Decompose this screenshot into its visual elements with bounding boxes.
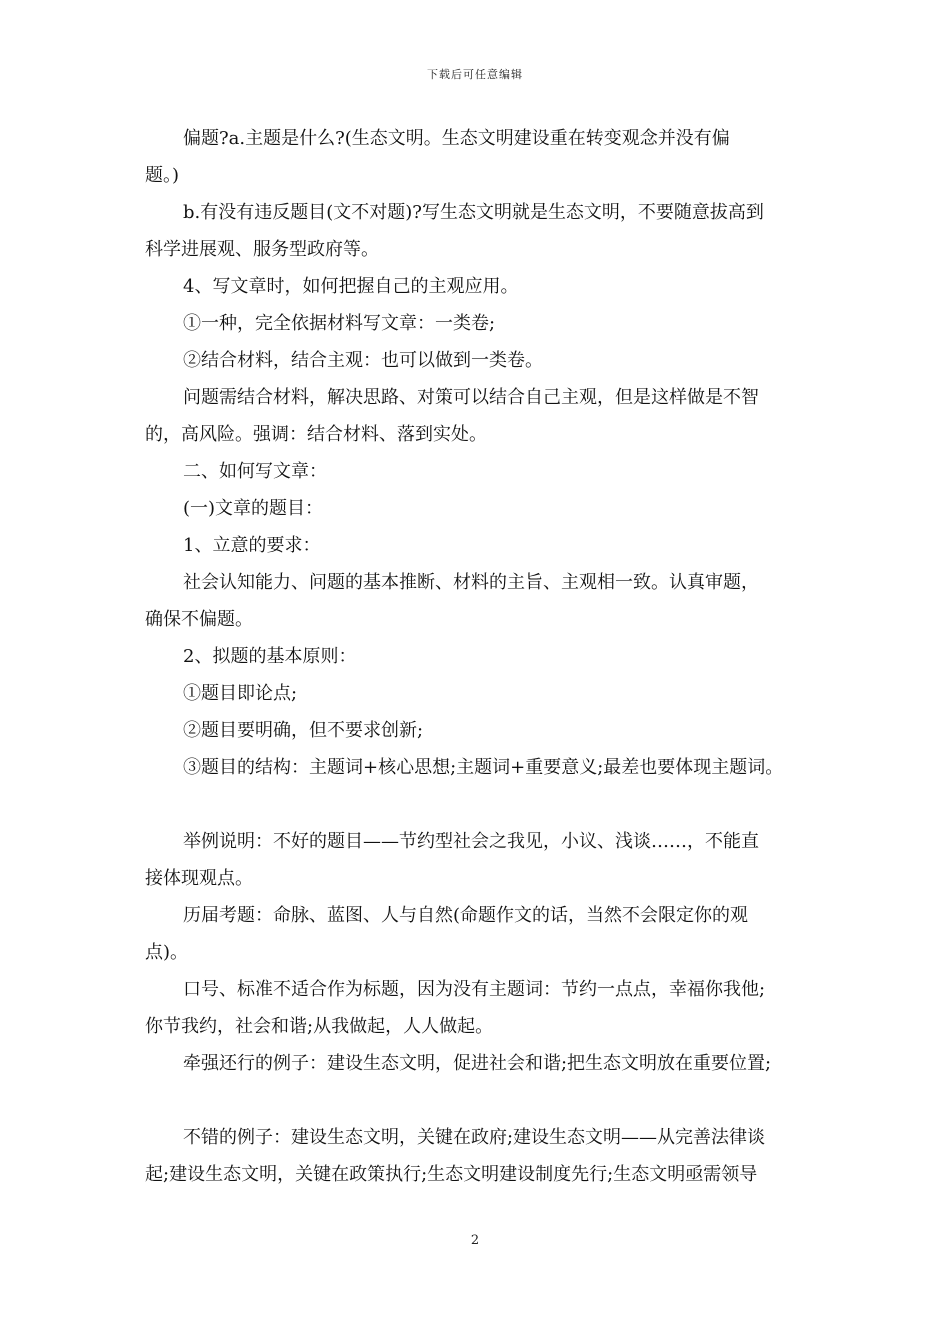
document-body bbox=[145, 120, 825, 1193]
paragraph-line: 科学进展观、服务型政府等。 bbox=[145, 239, 379, 260]
paragraph-line: 题。) bbox=[145, 165, 180, 186]
paragraph-line: 口号、标准不适合作为标题，因为没有主题词：节约一点点，幸福你我他; bbox=[183, 979, 766, 1000]
paragraph-line: 4、写文章时，如何把握自己的主观应用。 bbox=[183, 276, 519, 297]
paragraph-line: b.有没有违反题目(文不对题)?写生态文明就是生态文明，不要随意拔高到 bbox=[183, 202, 764, 223]
blank-line bbox=[145, 1082, 825, 1119]
paragraph-line: 点)。 bbox=[145, 942, 189, 963]
paragraph-line: 2、拟题的基本原则： bbox=[183, 646, 357, 667]
paragraph-line: 问题需结合材料，解决思路、对策可以结合自己主观，但是这样做是不智 bbox=[183, 387, 759, 408]
paragraph-line: 的，高风险。强调：结合材料、落到实处。 bbox=[145, 424, 487, 445]
paragraph-line: 你节我约，社会和谐;从我做起，人人做起。 bbox=[145, 1016, 494, 1037]
list-item: ③题目的结构：主题词+核心思想;主题词+重要意义;最差也要体现主题词。 bbox=[183, 757, 784, 778]
paragraph-line: 确保不偏题。 bbox=[145, 609, 253, 630]
paragraph-line: ①一种，完全依据材料写文章：一类卷; bbox=[183, 313, 496, 334]
paragraph-line: 1、立意的要求： bbox=[183, 535, 321, 556]
section-heading: 二、如何写文章： bbox=[183, 461, 327, 482]
paragraph-line: 牵强还行的例子：建设生态文明，促进社会和谐;把生态文明放在重要位置; bbox=[183, 1053, 772, 1074]
paragraph-line: 举例说明：不好的题目——节约型社会之我见，小议、浅谈……，不能直 bbox=[183, 831, 759, 852]
list-item: ②题目要明确，但不要求创新; bbox=[183, 720, 424, 741]
blank-line bbox=[145, 786, 825, 823]
paragraph-line: 不错的例子：建设生态文明，关键在政府;建设生态文明——从完善法律谈 bbox=[183, 1127, 766, 1148]
page-header: 下载后可任意编辑 bbox=[427, 68, 523, 81]
paragraph-line: 社会认知能力、问题的基本推断、材料的主旨、主观相一致。认真审题， bbox=[183, 572, 759, 593]
list-item: ①题目即论点; bbox=[183, 683, 298, 704]
paragraph-line: 偏题?a.主题是什么?(生态文明。生态文明建设重在转变观念并没有偏 bbox=[183, 128, 730, 149]
paragraph-line: 起;建设生态文明，关键在政策执行;生态文明建设制度先行;生态文明亟需领导 bbox=[145, 1164, 758, 1185]
page-number: 2 bbox=[470, 1233, 480, 1248]
paragraph-line: 接体现观点。 bbox=[145, 868, 253, 889]
paragraph-line: 历届考题：命脉、蓝图、人与自然(命题作文的话，当然不会限定你的观 bbox=[183, 905, 749, 926]
paragraph-line: ②结合材料，结合主观：也可以做到一类卷。 bbox=[183, 350, 543, 371]
subsection-heading: (一)文章的题目： bbox=[183, 498, 324, 519]
